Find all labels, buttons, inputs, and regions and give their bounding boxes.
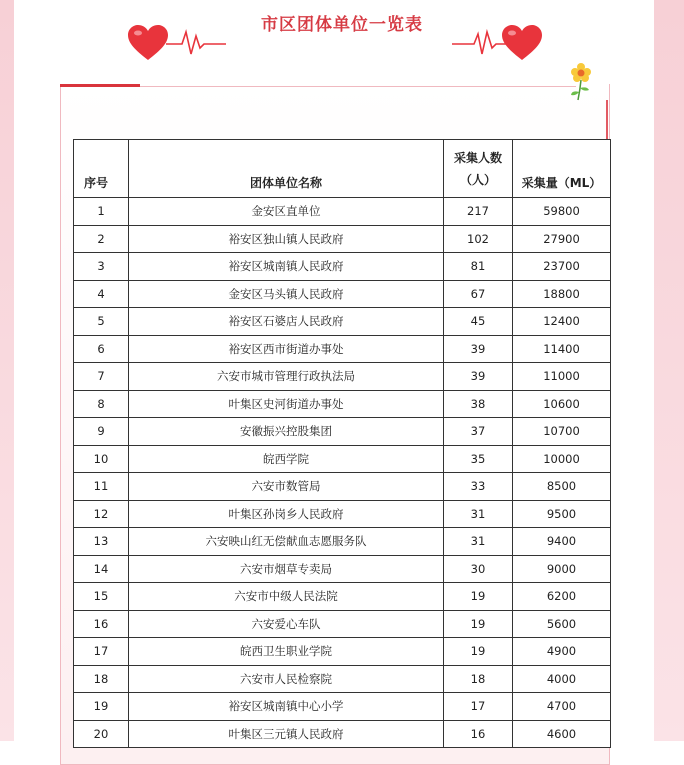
table-row [74,363,611,391]
cell-volume: 9000 [513,555,611,583]
page-title: 市区团体单位一览表 [261,15,423,35]
table-header-row [74,140,611,198]
cell-people: 37 [444,418,513,446]
cell-unit: 六安市烟草专卖局 [129,555,444,583]
cell-people: 18 [444,665,513,693]
cell-volume: 10000 [513,445,611,473]
table-row [74,583,611,611]
table-row [74,720,611,748]
cell-no: 8 [74,390,129,418]
cell-people: 16 [444,720,513,748]
table-row [74,500,611,528]
cell-volume: 4000 [513,665,611,693]
cell-volume: 9400 [513,528,611,556]
cell-people: 17 [444,693,513,721]
cell-volume: 23700 [513,253,611,281]
cell-unit: 金安区直单位 [129,198,444,226]
table-row [74,390,611,418]
cell-unit: 裕安区石婆店人民政府 [129,308,444,336]
cell-no: 13 [74,528,129,556]
cell-unit: 裕安区西市街道办事处 [129,335,444,363]
cell-people: 67 [444,280,513,308]
cell-volume: 59800 [513,198,611,226]
cell-unit: 六安市数管局 [129,473,444,501]
table-row [74,638,611,666]
cell-unit: 六安市人民检察院 [129,665,444,693]
cell-no: 19 [74,693,129,721]
cell-no: 15 [74,583,129,611]
cell-people: 31 [444,528,513,556]
table-row [74,693,611,721]
cell-volume: 11400 [513,335,611,363]
table-row [74,445,611,473]
cell-people: 19 [444,583,513,611]
cell-people: 38 [444,390,513,418]
table-row [74,253,611,281]
cell-volume: 8500 [513,473,611,501]
cell-no: 5 [74,308,129,336]
cell-unit: 金安区马头镇人民政府 [129,280,444,308]
cell-volume: 4700 [513,693,611,721]
cell-no: 7 [74,363,129,391]
cell-volume: 5600 [513,610,611,638]
table-row [74,665,611,693]
cell-no: 20 [74,720,129,748]
cell-no: 1 [74,198,129,226]
cell-no: 3 [74,253,129,281]
cell-no: 11 [74,473,129,501]
cell-people: 39 [444,335,513,363]
cell-unit: 裕安区独山镇人民政府 [129,225,444,253]
cell-volume: 27900 [513,225,611,253]
table-row [74,335,611,363]
table-row [74,418,611,446]
cell-no: 12 [74,500,129,528]
cell-no: 14 [74,555,129,583]
card-top-line [140,86,576,87]
cell-no: 6 [74,335,129,363]
cell-no: 10 [74,445,129,473]
cell-unit: 裕安区城南镇中心小学 [129,693,444,721]
cell-unit: 叶集区三元镇人民政府 [129,720,444,748]
table-row [74,528,611,556]
cell-no: 9 [74,418,129,446]
cell-volume: 4600 [513,720,611,748]
cell-volume: 12400 [513,308,611,336]
cell-no: 17 [74,638,129,666]
cell-volume: 9500 [513,500,611,528]
cell-people: 31 [444,500,513,528]
cell-people: 33 [444,473,513,501]
cell-people: 30 [444,555,513,583]
table-row [74,198,611,226]
cell-people: 217 [444,198,513,226]
card-accent-bar [60,84,140,87]
table-row [74,308,611,336]
cell-no: 18 [74,665,129,693]
cell-volume: 10600 [513,390,611,418]
cell-people: 19 [444,638,513,666]
heartbeat-line [166,26,226,58]
col-header-people-line1: 采集人数 [453,150,502,165]
cell-people: 81 [444,253,513,281]
cell-unit: 皖西学院 [129,445,444,473]
col-header-people [444,140,513,198]
cell-people: 102 [444,225,513,253]
cell-volume: 4900 [513,638,611,666]
col-header-unit: 团体单位名称 [129,140,444,198]
flower-icon [568,62,594,102]
heart-icon [127,24,169,62]
col-header-no: 序号 [74,140,129,198]
cell-unit: 叶集区孙岗乡人民政府 [129,500,444,528]
right-decor-strip [654,0,684,741]
cell-unit: 六安爱心车队 [129,610,444,638]
col-header-people-line2: （人） [459,172,496,187]
cell-people: 19 [444,610,513,638]
table-row [74,555,611,583]
table-row [74,610,611,638]
cell-volume: 11000 [513,363,611,391]
unit-table [73,139,611,748]
cell-volume: 18800 [513,280,611,308]
cell-no: 4 [74,280,129,308]
cell-unit: 六安市中级人民法院 [129,583,444,611]
table-row [74,280,611,308]
cell-people: 35 [444,445,513,473]
cell-people: 39 [444,363,513,391]
cell-unit: 六安市城市管理行政执法局 [129,363,444,391]
cell-unit: 六安映山红无偿献血志愿服务队 [129,528,444,556]
heart-icon [501,24,543,62]
cell-no: 16 [74,610,129,638]
cell-no: 2 [74,225,129,253]
cell-people: 45 [444,308,513,336]
col-header-volume: 采集量（ML） [513,140,611,198]
cell-unit: 安徽振兴控股集团 [129,418,444,446]
table-row [74,473,611,501]
cell-unit: 皖西卫生职业学院 [129,638,444,666]
cell-volume: 6200 [513,583,611,611]
table-row [74,225,611,253]
cell-unit: 裕安区城南镇人民政府 [129,253,444,281]
cell-unit: 叶集区史河街道办事处 [129,390,444,418]
left-decor-strip [0,0,14,741]
cell-volume: 10700 [513,418,611,446]
